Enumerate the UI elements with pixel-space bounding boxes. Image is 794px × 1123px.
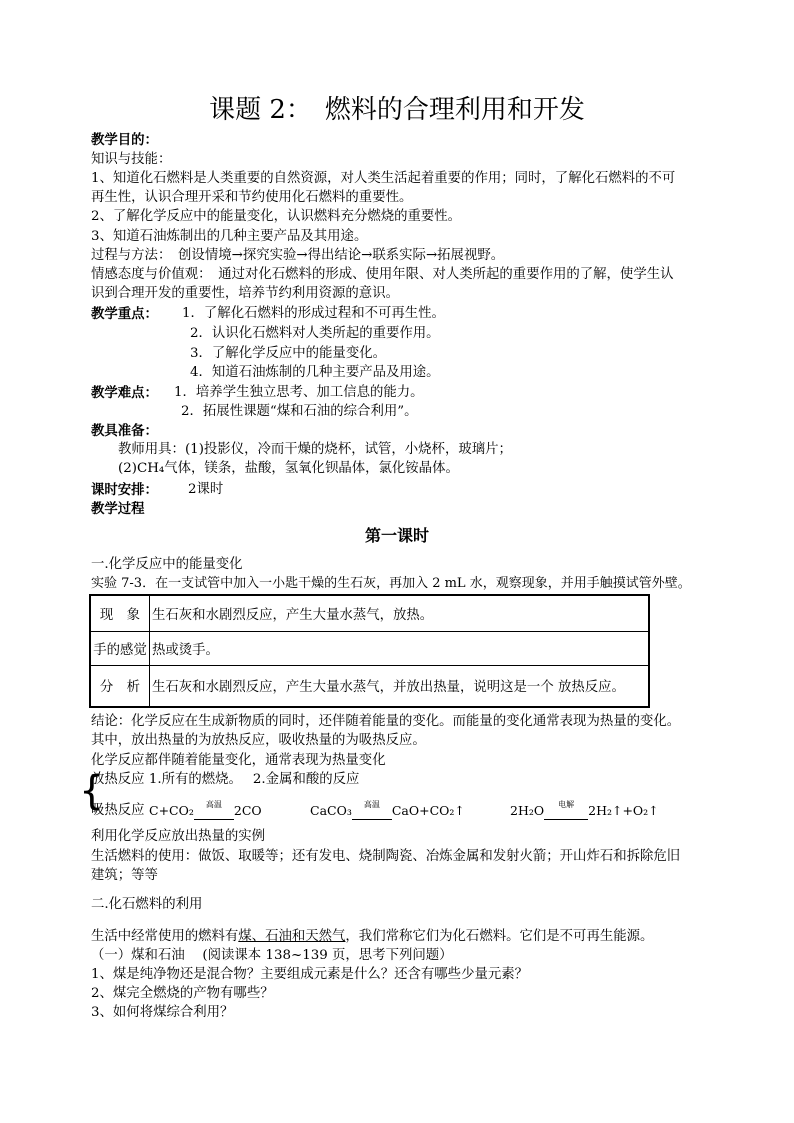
table-cell: 热或烫手。: [150, 631, 650, 665]
goal-k2: 2、了解化学反应中的能量变化，认识燃料充分燃烧的重要性。: [91, 209, 462, 224]
reaction-1-arrow: [194, 800, 234, 820]
reaction-2-right: CaO+CO₂↑: [391, 803, 465, 818]
key-points-label: 教学重点：: [91, 306, 158, 322]
goal-k3: 3、知道石油炼制出的几种主要产品及其用途。: [91, 229, 368, 244]
use-line-a: 生活燃料的使用：做饭、取暖等；还有发电、烧制陶瓷、冶炼金属和发射火箭；开山炸石和拆除危旧: [91, 849, 681, 864]
coal-oil-subheading: （一）煤和石油 (阅读课本 138~139 页，思考下列问题）: [91, 948, 453, 963]
process-methods: 过程与方法： 创设情境→探究实验→得出结论→联系实际→拓展视野。: [91, 248, 505, 263]
key-point-4: 4．知道石油炼制的几种主要产品及用途。: [190, 365, 440, 380]
goal-k1b: 再生性，认识合理开采和节约使用化石燃料的重要性。: [91, 190, 413, 205]
reaction-1-left: C+CO₂: [149, 803, 194, 818]
question-1: 1、煤是纯净物还是混合物？主要组成元素是什么？还含有哪些少量元素？: [91, 967, 529, 982]
knowledge-label: 知识与技能：: [91, 152, 172, 167]
conclusion-line-b: 其中，放出热量的为放热反应，吸收热量的为吸热反应。: [91, 733, 426, 748]
materials-label: 教具准备：: [91, 423, 158, 439]
reaction-3-left: 2H₂O: [510, 803, 545, 818]
key-point-2: 2．认识化石燃料对人类所起的重要作用。: [190, 326, 440, 341]
emotion-line-a: 情感态度与价值观： 通过对化石燃料的形成、使用年限、对人类所起的重要作用的了解，使学生认: [91, 267, 674, 282]
schedule-value: 2课时: [188, 482, 224, 497]
schedule-label: 课时安排：: [91, 482, 158, 498]
observation-table: [89, 594, 650, 708]
table-cell: 生石灰和水剧烈反应，产生大量水蒸气，并放出热量，说明这是一个 放热反应。: [150, 665, 650, 707]
lesson-title: 第一课时: [364, 526, 429, 545]
reaction-2: [310, 802, 465, 820]
exothermic-examples: 放热反应 1.所有的燃烧。 2.金属和酸的反应: [91, 772, 360, 787]
difficult-points-label: 教学难点：: [91, 385, 158, 401]
reaction-3-condition: 电解: [558, 800, 575, 809]
section2-intro: [91, 928, 653, 946]
intro-post: ，我们常称它们为化石燃料。它们是不可再生能源。: [345, 929, 654, 944]
energy-note: 化学反应都伴随着能量变化，通常表现为热量变化: [91, 753, 386, 768]
experiment-text: 实验 7-3．在一支试管中加入一小匙干燥的生石灰，再加入 2 mL 水，观察现象，并用手触摸试管外壁。: [91, 576, 691, 591]
section2-heading: 二.化石燃料的利用: [91, 897, 203, 912]
reaction-2-condition: 高温: [363, 800, 380, 809]
process-label: 教学过程: [91, 501, 145, 517]
materials-line-2: (2)CH₄气体，镁条，盐酸，氢氧化钡晶体，氯化铵晶体。: [118, 461, 459, 476]
key-point-1: 1．了解化石燃料的形成过程和不可再生性。: [182, 306, 445, 321]
table-head: 分 析: [90, 665, 150, 707]
table-row: [90, 595, 649, 631]
use-line-b: 建筑；等等: [91, 868, 158, 883]
reaction-2-arrow: [352, 800, 392, 820]
reaction-1-condition: 高温: [205, 800, 222, 809]
goals-heading: 教学目的：: [91, 132, 158, 148]
reaction-1: [149, 802, 262, 820]
reaction-3: [510, 802, 659, 820]
reaction-3-right: 2H₂↑+O₂↑: [588, 803, 659, 818]
key-point-3: 3．了解化学反应中的能量变化。: [190, 346, 386, 361]
reaction-3-arrow: [544, 800, 588, 820]
intro-underlined: 煤、石油和天然气: [238, 929, 346, 944]
materials-line-1: 教师用具：(1)投影仪，冷而干燥的烧杯，试管，小烧杯，玻璃片；: [118, 442, 512, 457]
reaction-1-right: 2CO: [233, 803, 262, 818]
goal-k1a: 1、知道化石燃料是人类重要的自然资源，对人类生活起着重要的作用；同时，了解化石燃料的不可: [91, 171, 676, 186]
table-row: [90, 665, 649, 707]
conclusion-line-a: 结论：化学反应在生成新物质的同时，还伴随着能量的变化。而能量的变化通常表现为热量的变化。: [91, 714, 681, 729]
page-title: 课题 2： 燃料的合理利用和开发: [209, 95, 585, 125]
use-heading: 利用化学反应放出热量的实例: [91, 829, 266, 844]
question-3: 3、如何将煤综合利用？: [91, 1005, 234, 1020]
endothermic-label: 吸热反应: [91, 803, 145, 818]
table-cell: 生石灰和水剧烈反应，产生大量水蒸气，放热。: [150, 595, 650, 631]
question-2: 2、煤完全燃烧的产物有哪些？: [91, 986, 274, 1001]
difficult-point-1: 1．培养学生独立思考、加工信息的能力。: [174, 385, 424, 400]
table-head: 手的感觉: [90, 631, 150, 665]
section1-heading: 一.化学反应中的能量变化: [91, 557, 243, 572]
difficult-point-2: 2．拓展性课题“煤和石油的综合利用”。: [181, 404, 418, 419]
table-head: 现 象: [90, 595, 150, 631]
reaction-2-left: CaCO₃: [310, 803, 352, 818]
table-row: [90, 631, 649, 665]
emotion-line-b: 识到合理开发的重要性，培养节约利用资源的意识。: [91, 286, 399, 301]
intro-pre: 生活中经常使用的燃料有: [91, 929, 239, 944]
brace-symbol: {: [79, 768, 105, 814]
